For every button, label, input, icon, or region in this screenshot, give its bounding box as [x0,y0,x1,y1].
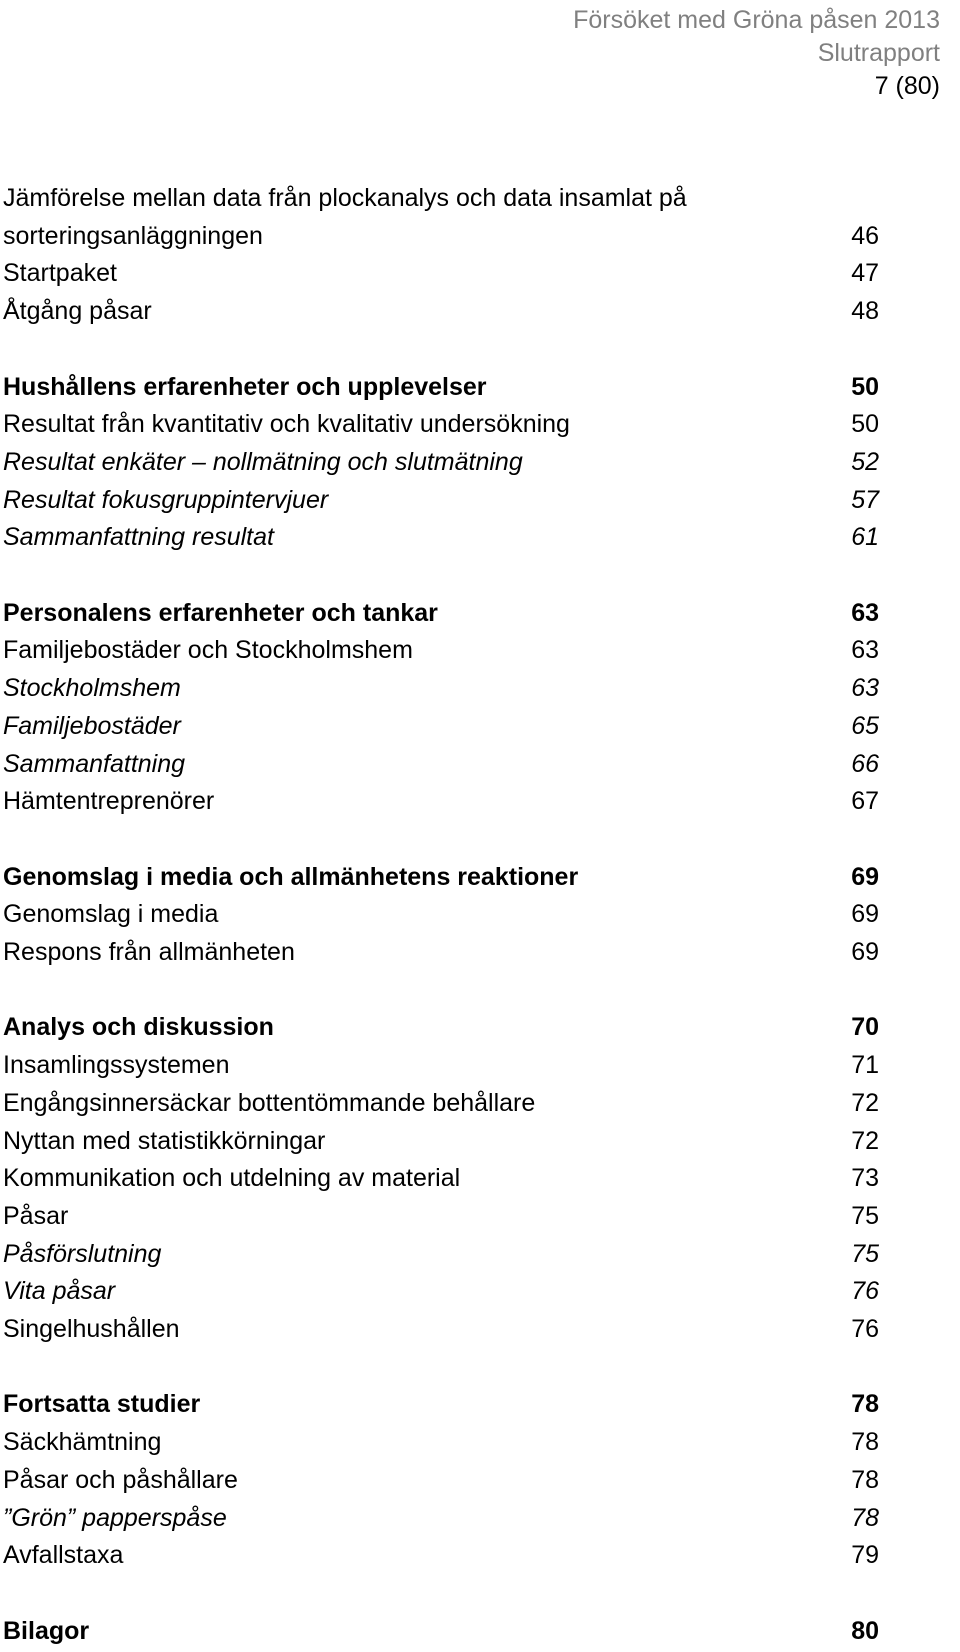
toc-entry-title: Säckhämtning [3,1428,162,1457]
toc-entry[interactable] [3,632,879,670]
toc-entry[interactable] [3,708,879,746]
toc-entry[interactable] [3,1462,879,1500]
toc-entry-page: 78 [851,1390,879,1419]
toc-entry[interactable] [3,1500,879,1538]
toc-entry-title: Genomslag i media och allmänhetens reaktioner [3,862,579,891]
toc-entry-title: Avfallstaxa [3,1541,124,1570]
toc-entry-title: Analys och diskussion [3,1013,274,1042]
toc-entry-page: 65 [851,711,879,740]
toc-entry[interactable] [3,1236,879,1274]
toc-entry-title: Respons från allmänheten [3,938,295,967]
toc-entry-page: 73 [851,1164,879,1193]
toc-entry-page: 63 [851,598,879,627]
toc-entry-title: Hushållens erfarenheter och upplevelser [3,372,487,401]
toc-entry-page: 69 [851,938,879,967]
toc-entry[interactable] [3,1085,879,1123]
toc-entry[interactable] [3,1537,879,1575]
toc-entry[interactable] [3,934,879,972]
toc-section-heading[interactable] [3,859,879,897]
toc-entry-page: 46 [851,221,879,250]
toc-entry-title: Vita påsar [3,1277,116,1306]
toc-entry-page: 78 [851,1465,879,1494]
toc-entry-page: 63 [851,674,879,703]
toc-entry-page: 76 [851,1277,879,1306]
toc-entry[interactable] [3,896,879,934]
toc-entry-title: sorteringsanläggningen [3,221,263,250]
page-header [573,4,940,103]
toc-entry-title: Resultat fokusgruppintervjuer [3,485,329,514]
toc-entry-title: ”Grön” papperspåse [3,1503,227,1532]
toc-section-heading[interactable] [3,369,879,407]
toc-entry-page: 78 [851,1503,879,1532]
toc-entry-title: Familjebostäder [3,711,181,740]
toc-entry-page: 75 [851,1239,879,1268]
toc-entry-page: 80 [851,1616,879,1645]
toc-entry-title: Nyttan med statistikkörningar [3,1126,326,1155]
toc-entry-page: 69 [851,862,879,891]
toc-section-heading[interactable] [3,595,879,633]
toc-entry-title: Bilagor [3,1616,90,1645]
toc-section-heading[interactable] [3,1386,879,1424]
document-subtitle: Slutrapport [817,39,940,67]
toc-entry-title-line: Jämförelse mellan data från plockanalys och data insamlat på [3,184,687,212]
toc-entry-title: Påsar och påshållare [3,1465,238,1494]
toc-entry[interactable] [3,293,879,331]
toc-entry[interactable] [3,1198,879,1236]
toc-entry-title: Resultat enkäter – nollmätning och slutmätning [3,447,523,476]
toc-entry[interactable] [3,783,879,821]
toc-entry-title: Påsar [3,1201,69,1230]
toc-entry-page: 57 [851,485,879,514]
toc-entry-page: 50 [851,372,879,401]
toc-entry[interactable] [3,1273,879,1311]
toc-entry-title: Startpaket [3,259,117,288]
toc-entry-page: 79 [851,1541,879,1570]
toc-entry-page: 66 [851,749,879,778]
toc-entry-title: Genomslag i media [3,900,219,929]
toc-entry[interactable] [3,255,879,293]
toc-entry-title: Fortsatta studier [3,1390,201,1419]
toc-entry[interactable] [3,482,879,520]
toc-entry-page: 71 [851,1051,879,1080]
toc-entry-page: 50 [851,410,879,439]
toc-entry[interactable] [3,1424,879,1462]
toc-entry-page: 78 [851,1428,879,1457]
toc-entry-title: Singelhushållen [3,1315,180,1344]
toc-entry-title: Åtgång påsar [3,297,152,326]
toc-entry-page: 48 [851,297,879,326]
toc-entry-page: 69 [851,900,879,929]
toc-entry[interactable] [3,1123,879,1161]
toc-entry[interactable] [3,519,879,557]
toc-section-heading[interactable] [3,1613,879,1651]
toc-entry[interactable] [3,444,879,482]
toc-entry[interactable] [3,1047,879,1085]
toc-entry-title: Kommunikation och utdelning av material [3,1164,461,1193]
toc-entry[interactable] [3,406,879,444]
toc-entry-page: 72 [851,1126,879,1155]
toc-entry-page: 63 [851,636,879,665]
toc-entry[interactable] [3,670,879,708]
table-of-contents [3,180,879,1650]
toc-entry-page: 75 [851,1201,879,1230]
toc-entry-title: Insamlingssystemen [3,1051,230,1080]
toc-entry-page: 61 [851,523,879,552]
toc-entry[interactable] [3,746,879,784]
toc-entry[interactable] [3,1311,879,1349]
toc-entry-title: Familjebostäder och Stockholmshem [3,636,413,665]
toc-entry[interactable] [3,1160,879,1198]
toc-section-heading[interactable] [3,1009,879,1047]
toc-entry[interactable] [3,218,879,256]
toc-entry-page: 72 [851,1088,879,1117]
toc-entry-page: 76 [851,1315,879,1344]
toc-entry-title: Påsförslutning [3,1239,162,1268]
document-title: Försöket med Gröna påsen 2013 [573,6,940,34]
toc-entry-title: Engångsinnersäckar bottentömmande behållare [3,1088,536,1117]
toc-entry-title: Resultat från kvantitativ och kvalitativ undersökning [3,410,570,439]
toc-entry-title: Sammanfattning resultat [3,523,274,552]
toc-entry-title: Personalens erfarenheter och tankar [3,598,438,627]
toc-entry-page: 67 [851,787,879,816]
toc-entry-page: 47 [851,259,879,288]
toc-entry-title: Hämtentreprenörer [3,787,215,816]
toc-entry-page: 70 [851,1013,879,1042]
page-number: 7 (80) [874,72,940,100]
toc-entry-page: 52 [851,447,879,476]
toc-entry-title: Sammanfattning [3,749,186,778]
toc-entry-title: Stockholmshem [3,674,181,703]
